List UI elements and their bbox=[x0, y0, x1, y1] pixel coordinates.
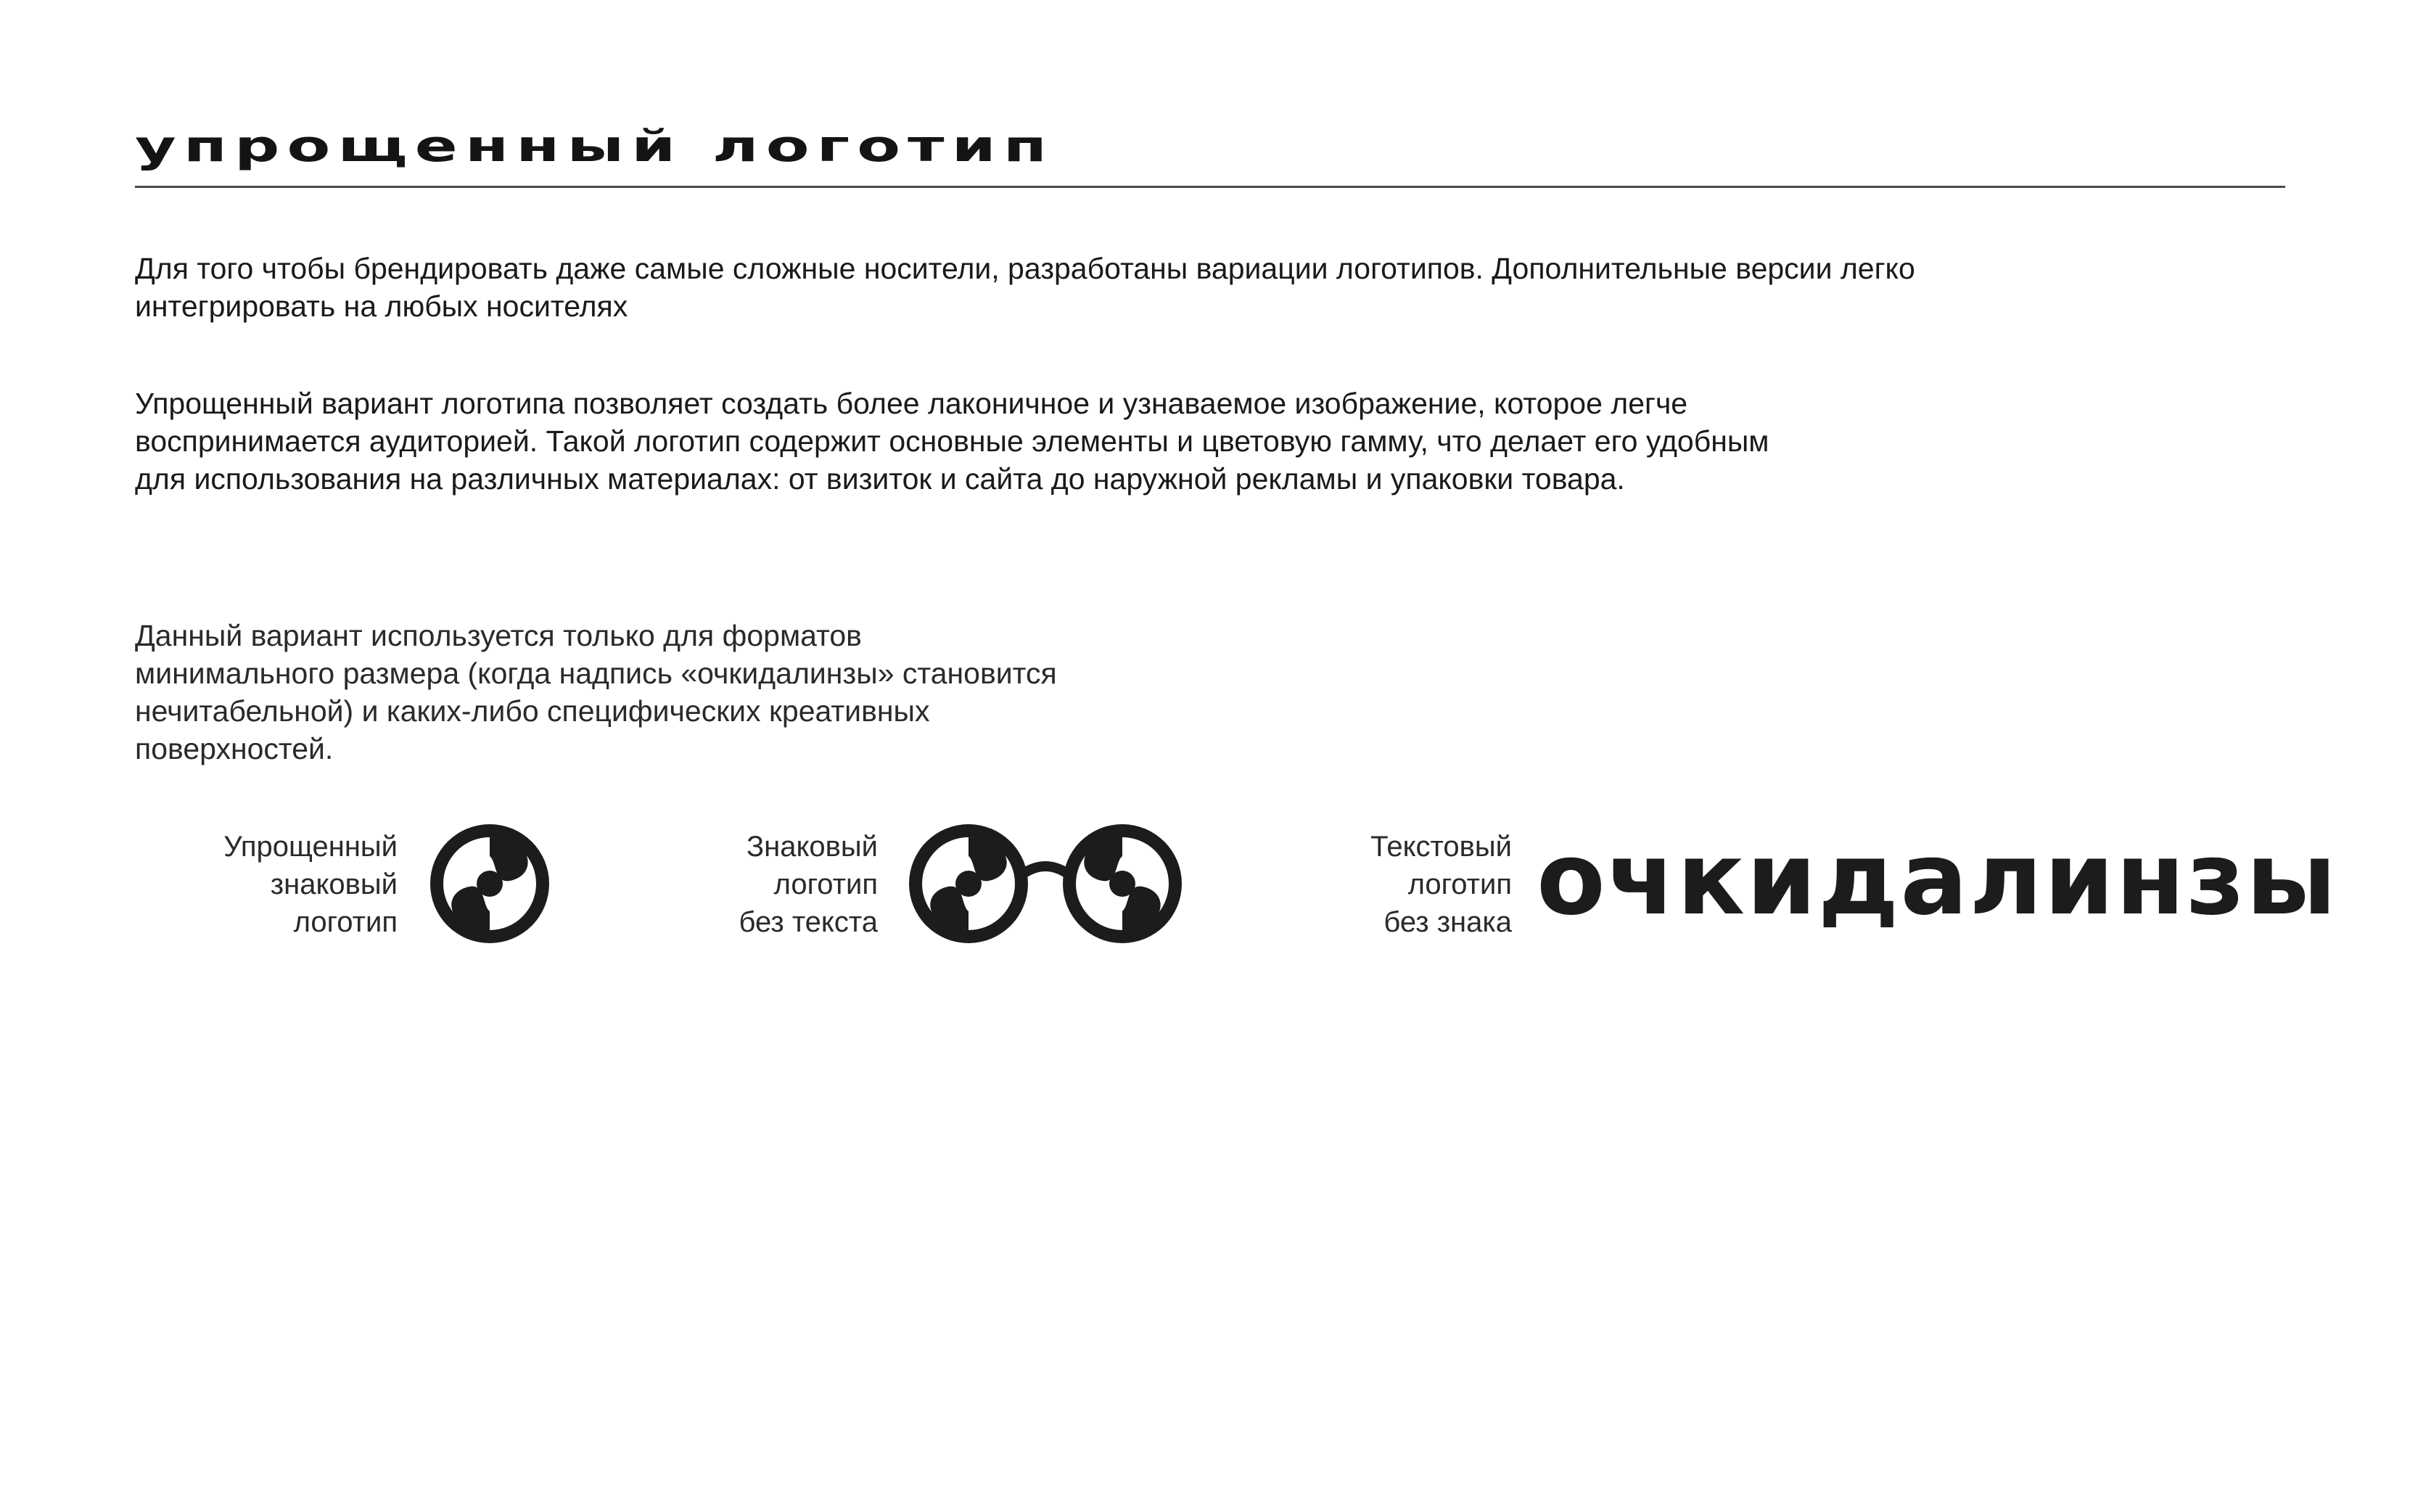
intro-line: интегрировать на любых носителях bbox=[135, 289, 628, 323]
usage-line: Данный вариант используется только для форматов bbox=[135, 619, 862, 652]
usage-line: поверхностей. bbox=[135, 732, 334, 765]
simplified-paragraph bbox=[135, 385, 2050, 498]
simplified-line: воспринимается аудиторией. Такой логотип содержит основные элементы и цветовую гамму, что делает его удобным bbox=[135, 424, 1769, 458]
title-divider bbox=[135, 186, 2285, 188]
usage-paragraph bbox=[135, 617, 1267, 768]
simplified-line: Упрощенный вариант логотипа позволяет создать более лаконичное и узнаваемое изображение, которое легче bbox=[135, 387, 1688, 420]
usage-line: нечитабельной) и каких-либо специфических креативных bbox=[135, 694, 930, 728]
simplified-sign-caption bbox=[131, 828, 398, 941]
sign-no-text-caption bbox=[638, 828, 878, 941]
text-logo-wordmark: очкидалинзы bbox=[1537, 821, 2338, 937]
caption-line: Текстовый bbox=[1370, 831, 1512, 863]
caption-line: Знаковый bbox=[746, 831, 878, 863]
simplified-line: для использования на различных материалах: от визиток и сайта до наружной рекламы и упаковки товара. bbox=[135, 462, 1625, 496]
swirl-lens-icon bbox=[424, 818, 555, 949]
glasses-swirl-icon bbox=[903, 818, 1188, 949]
caption-line: логотип bbox=[1407, 868, 1512, 900]
caption-line: Упрощенный bbox=[223, 831, 398, 863]
text-no-sign-caption bbox=[1270, 828, 1512, 941]
intro-line: Для того чтобы брендировать даже самые сложные носители, разработаны вариации логотипов. Дополнительные версии легко bbox=[135, 252, 1915, 285]
caption-line: логотип bbox=[773, 868, 878, 900]
caption-line: без текста bbox=[739, 906, 878, 938]
page-title: упрощенный логотип bbox=[135, 121, 1055, 172]
caption-line: знаковый bbox=[270, 868, 398, 900]
usage-line: минимального размера (когда надпись «очкидалинзы» становится bbox=[135, 657, 1057, 690]
caption-line: без знака bbox=[1383, 906, 1512, 938]
intro-paragraph bbox=[135, 250, 2282, 325]
caption-line: логотип bbox=[293, 906, 398, 938]
